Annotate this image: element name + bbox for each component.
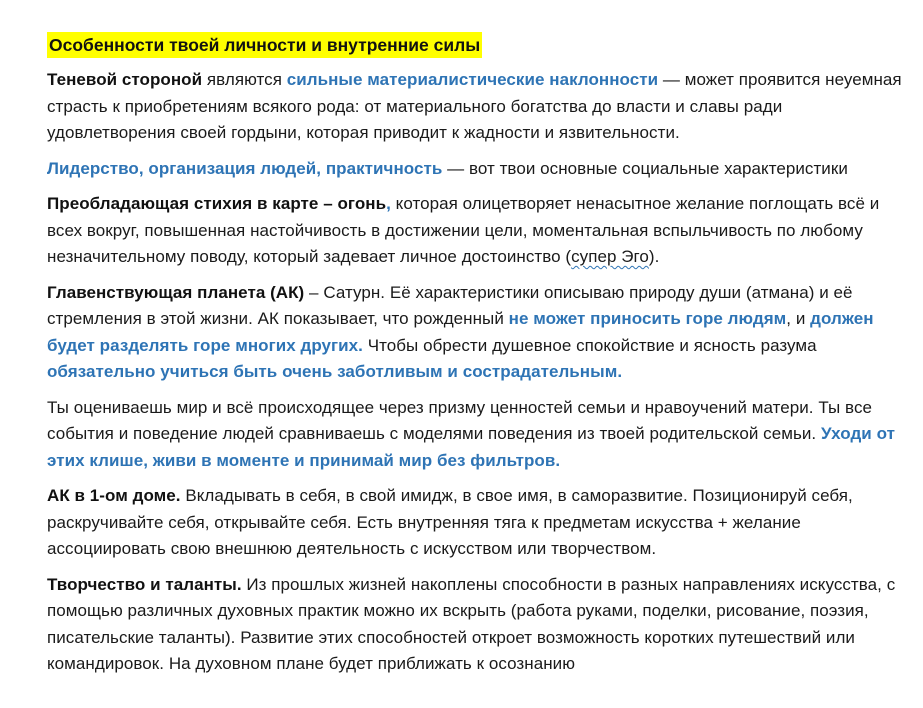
body-text: Чтобы обрести душевное спокойствие и ясность разума xyxy=(362,335,817,355)
blue-emphasis: Уходи от этих клише, живи в моменте и принимай мир без фильтров. xyxy=(47,424,895,470)
bold-text: Главенствующая планета (АК) xyxy=(47,282,305,302)
body-text: Из прошлых жизней накоплены способности в разных направлениях искусства, с помощью различных духовных практик можно их вскрыть (работа руками, поделки, рисование, поэзия, писательские таланты). Развитие этих способностей откроет возможность коротких путешествий или командировок. На духовном плане будет приближать к осознанию xyxy=(47,574,896,673)
body-text: – Сатурн. Её характеристики описываю природу души (атмана) и её стремления в этой жизни. АК показывает, что рожденный xyxy=(47,282,853,328)
bold-text: АК в 1-ом доме. xyxy=(47,486,181,505)
bold-text: Преобладающая стихия в карте – огонь xyxy=(47,194,387,213)
blue-emphasis: должен будет разделять горе многих других. xyxy=(47,309,874,355)
bold-text: Теневой стороной xyxy=(47,70,203,89)
blue-emphasis: Лидерство, организация людей, практичность xyxy=(47,158,443,178)
section-heading: Особенности твоей личности и внутренние силы xyxy=(47,32,482,58)
blue-emphasis: не может приносить горе людям xyxy=(508,309,787,328)
body-text: , и xyxy=(786,309,811,328)
body-text: ). xyxy=(648,247,660,266)
body-text: Вкладывать в себя, в свой имидж, в свое имя, в саморазвитие. Позиционируй себя, раскручивайте себя, открывайте себя. Есть внутренняя тяга к предметам искусства + желание ассоциировать свою внешнюю деятельность с искусством или творчеством. xyxy=(47,486,853,558)
paragraph-family-values xyxy=(47,395,907,475)
blue-emphasis: обязательно учиться быть очень заботливым и сострадательным. xyxy=(47,362,623,381)
paragraph-ruling-planet xyxy=(47,280,907,386)
paragraph-element-fire xyxy=(47,191,907,271)
spellcheck-underlined-text: супер Эго xyxy=(571,247,649,266)
body-text: — может проявится неуемная страсть к приобретениям всякого рода: от материального богатства до власти и славы ради удовлетворения своей гордыни, которая приводит к жадности и язвительности. xyxy=(47,70,902,142)
document-page xyxy=(47,32,907,687)
paragraph-shadow-side xyxy=(47,67,907,147)
blue-emphasis: сильные материалистические наклонности xyxy=(286,70,659,89)
paragraph-leadership xyxy=(47,156,907,183)
paragraph-ak-first-house xyxy=(47,483,907,563)
blue-emphasis: , xyxy=(386,194,391,213)
paragraph-creativity xyxy=(47,572,907,678)
bold-text: Творчество и таланты. xyxy=(47,574,242,594)
body-text: являются xyxy=(202,70,287,89)
body-text: — вот твои основные социальные характеристики xyxy=(442,158,848,178)
body-text: Ты оцениваешь мир и всё происходящее через призму ценностей семьи и нравоучений матери. Ты все события и поведение людей сравниваешь с моделями поведения из твоей родительской семьи. xyxy=(47,397,872,443)
body-text: которая олицетворяет ненасытное желание поглощать всё и всех вокруг, повышенная настойчивость в достижении цели, моментальная вспыльчивость по любому незначительному поводу, который задевает личное достоинство ( xyxy=(47,194,880,266)
